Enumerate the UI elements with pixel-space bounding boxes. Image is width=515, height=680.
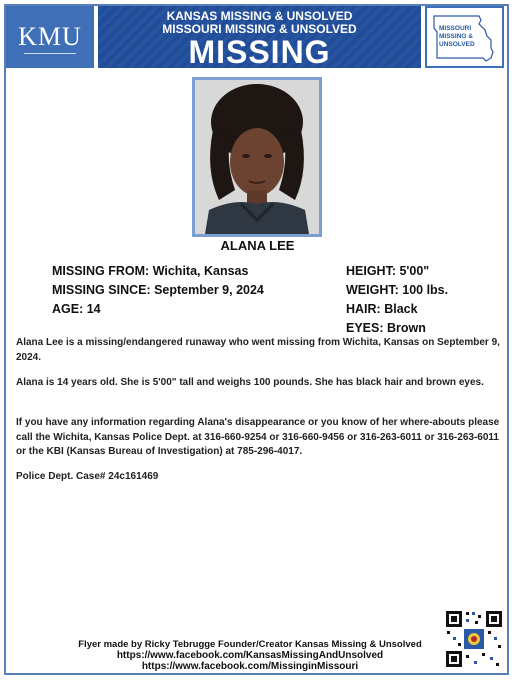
eyes: EYES: Brown: [346, 321, 426, 335]
facts-right: [346, 262, 448, 338]
kmu-logo-underline: [24, 53, 76, 54]
footer-url-kansas[interactable]: https://www.facebook.com/KansasMissingAndUnsolved: [116, 650, 384, 661]
banner-line-kansas: KANSAS MISSING & UNSOLVED: [166, 9, 353, 23]
missing-person-photo: [192, 77, 322, 237]
weight: WEIGHT: 100 lbs.: [346, 283, 449, 297]
missing-title: MISSING: [188, 34, 331, 70]
case-number: Police Dept. Case# 24c161469: [16, 471, 159, 482]
missouri-logo: [425, 6, 504, 68]
flyer-header: [6, 6, 504, 70]
missing-since: MISSING SINCE: September 9, 2024: [52, 283, 264, 297]
hair: HAIR: Black: [346, 302, 418, 316]
age: AGE: 14: [52, 302, 101, 316]
physical-description-paragraph: Alana is 14 years old. She is 5'00" tall and weighs 100 pounds. She has black hair and brown eyes.: [16, 377, 484, 388]
description-paragraph: Alana Lee is a missing/endangered runaway who went missing from Wichita, Kansas on September 9, 2024.: [16, 337, 500, 363]
kmu-logo: [6, 6, 94, 68]
person-name: ALANA LEE: [220, 238, 295, 253]
contact-paragraph: If you have any information regarding Alana's disappearance or you know of her where-abouts please call the Wichita, Kansas Police Dept. at 316-660-9254 or 316-660-9456 or 316-263-6011 or 316-263-6011 or the KBI (Kansas Bureau of Investigation) at 785-296-4017.: [16, 417, 500, 457]
height: HEIGHT: 5'00": [346, 264, 430, 278]
title-banner: [98, 6, 421, 68]
flyer-footer: [60, 639, 440, 672]
footer-url-missouri[interactable]: https://www.facebook.com/MissinginMissouri: [141, 661, 359, 672]
missouri-logo-text: MISSOURI MISSING & UNSOLVED: [439, 25, 475, 48]
banner-line-missouri: MISSOURI MISSING & UNSOLVED: [162, 22, 357, 36]
footer-credit: Flyer made by Ricky Tebrugge Founder/Creator Kansas Missing & Unsolved: [78, 639, 422, 650]
facts-left: [52, 262, 264, 319]
kmu-logo-text: KMU: [18, 22, 82, 51]
qr-code-icon[interactable]: [444, 609, 504, 669]
missing-from: MISSING FROM: Wichita, Kansas: [52, 264, 249, 278]
